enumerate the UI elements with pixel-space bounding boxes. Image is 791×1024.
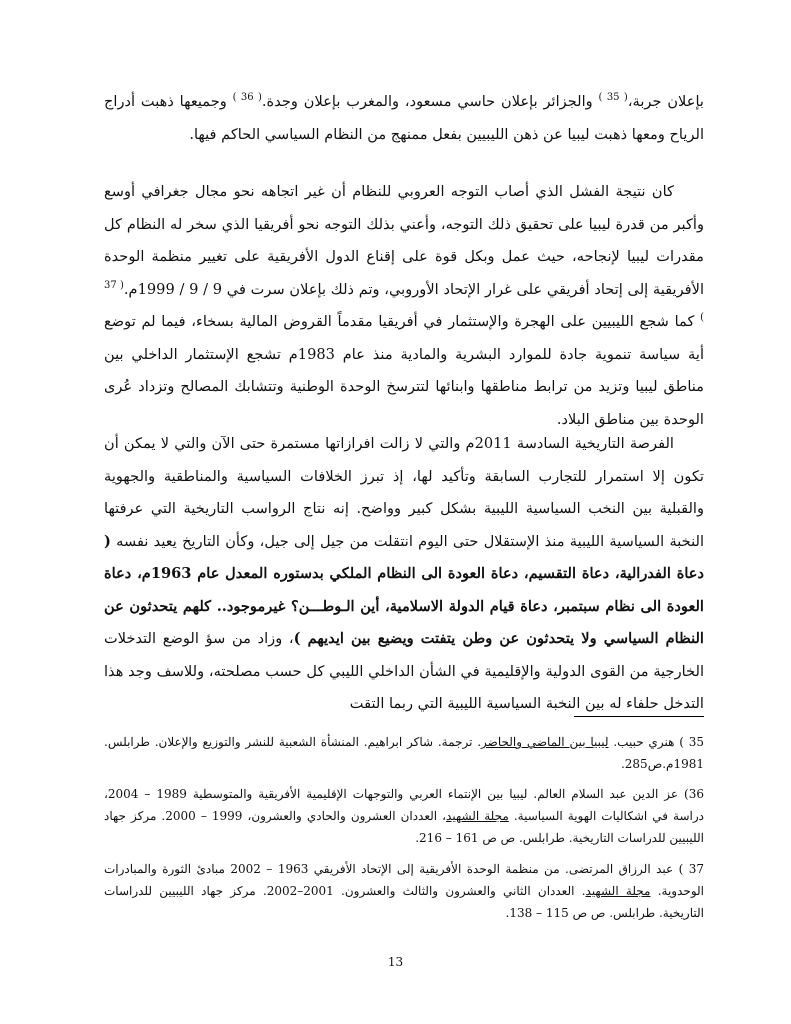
paragraph-text: ، وزاد من سؤ الوضع التدخلات الخارجية من القوى الدولية والإقليمية في الشأن الداخلي الليبي كل حسب مصلحته، وللاسف وجد هذا التدخل حلفاء له بين النخبة السياسية الليبية التي ربما التقت bbox=[104, 630, 704, 712]
footnote-number: 35 ) bbox=[679, 735, 704, 749]
body-paragraph-3 bbox=[104, 428, 704, 721]
footnote-number: 36) bbox=[684, 787, 704, 801]
footnote-text: عبد الرزاق المرتضى. من منظمة الوحدة الأفريقية إلى الإتحاد الأفريقي 1963 – 2002 مبادئ الثورة والمبادرات الوحدوية. bbox=[104, 862, 705, 898]
footnote-36 bbox=[104, 783, 704, 849]
footnote-title: ليبيا بين الماضي والحاضر bbox=[481, 735, 609, 749]
body-paragraph-1 bbox=[104, 86, 704, 151]
paragraph-text: والجزائر بإعلان حاسي مسعود، والمغرب بإعلان وجدة. bbox=[261, 93, 599, 110]
footnote-ref-36: ( 36 ) bbox=[232, 92, 262, 104]
paragraph-text: كان نتيجة الفشل الذي أصاب التوجه العروبي للنظام أن غير اتجاهه نحو مجال جغرافي أوسع وأكبر من قدرة ليبيا على تحقيق ذلك التوجه، وأعني بذلك التوجه نحو أفريقيا الذي سخر له النظام كل مقدرات ليبيا لإنجاحه، حيث عمل وبكل قوة على إقناع الدول الأفريقية على تغيير منظمة الوحدة الأفريقية إلى إتحاد أفريقي على غرار الإتحاد الأوروبي، وتم ذلك بإعلان سرت في 9 / 9 / 1999م. bbox=[104, 183, 704, 298]
footnote-ref-37: ( 37 ) bbox=[104, 279, 704, 324]
bold-quote: ( دعاة الفدرالية، دعاة التقسيم، دعاة العودة الى النظام الملكي بدستوره المعدل عام 1963م، دعاة العودة الى نظام سبتمبر، دعاة قيام الدولة الاسلامية، أين الـوطـــن؟ غيرموجود.. كلهم يتحدثون عن النظام السياسي ولا يتحدثون عن وطن يتفتت ويضيع بين ايديهم ) bbox=[104, 532, 704, 647]
page-number: 13 bbox=[387, 955, 404, 969]
paragraph-text: الفرصة التاريخية السادسة 2011م والتي لا زالت افرازاتها مستمرة حتى الآن والتي لا يمكن أن تكون إلا استمرار للتجارب السابقة وتأكيد لها، إذ تبرز الخلافات السياسية والمناطقية والجهوية والقبلية بين النخب السياسية الليبية بشكل كبير وواضح. إنه نتاج الرواسب التاريخية التي عرفتها النخبة السياسية الليبية منذ الإستقلال حتى اليوم انتقلت من جيل إلى جيل، وكأن التاريخ يعيد نفسه bbox=[104, 435, 704, 550]
paragraph-text: وجميعها ذهبت أدراج الرياح ومعها ذهبت ليبيا عن ذهن الليبيين بفعل ممنهج من النظام السياسي الحاكم فيها. bbox=[104, 93, 704, 143]
footnote-35 bbox=[104, 731, 704, 775]
paragraph-text: كما شجع الليبيين على الهجرة والإستثمار في أفريقيا مقدماً القروض المالية بسخاء، فيما لم توضع أية سياسة تنموية جادة للموارد البشرية والمادية منذ عام 1983م تشجع الإستثمار الداخلي بين مناطق ليبيا وتزيد من ترابط مناطقها وابنائها لتترسخ الوحدة الوطنية وتتشابك المصالح وتزداد عُرى الوحدة بين مناطق البلاد. bbox=[104, 313, 704, 428]
footnote-text: هنري حبيب. bbox=[608, 735, 680, 749]
footnote-text: . ترجمة. شاكر ابراهيم. المنشأة الشعبية للنشر والتوزيع والإعلان. طرابلس. 1981م.ص285. bbox=[104, 735, 704, 771]
footnote-text: ، العددان العشرون والحادي والعشرون، 1999 – 2000. مركز جهاد الليبيين للدراسات التاريخية. طرابلس. ص ص 161 – 216. bbox=[104, 809, 704, 845]
footnote-title: مجلة الشهيد bbox=[446, 809, 509, 823]
footnote-separator bbox=[574, 716, 704, 717]
body-paragraph-2 bbox=[104, 176, 704, 436]
footnote-text: عز الدين عبد السلام العالم. ليبيا بين الإنتماء العربي والتوجهات الإقليمية الأفريقية والمتوسطية 1989 – 2004، دراسة في اشكاليات الهوية السياسية. bbox=[104, 787, 704, 823]
paragraph-text: بإعلان جربة، bbox=[627, 93, 704, 110]
footnote-title: مجلة الشهيد bbox=[585, 884, 651, 898]
footnote-ref-35: ( 35 ) bbox=[598, 92, 628, 104]
footnote-37 bbox=[104, 858, 704, 924]
footnote-text: . العددان الثاني والعشرون والثالث والعشرون. 2001–2002. مركز جهاد الليبيين للدراسات التاريخية. طرابلس. ص ص 115 – 138. bbox=[104, 884, 704, 920]
footnote-number: 37 ) bbox=[678, 862, 704, 876]
